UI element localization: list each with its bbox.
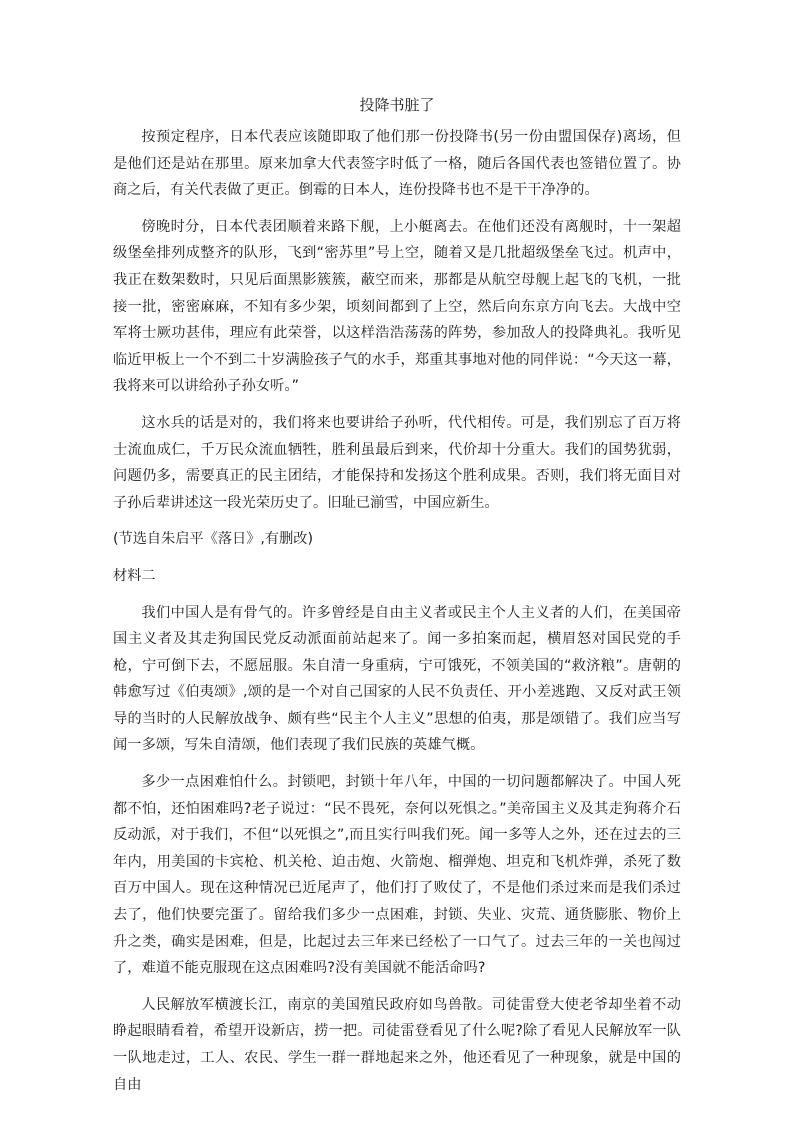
body-paragraph: 按预定程序，日本代表应该随即取了他们那一份投降书(另一份由盟国保存)离场，但是他们还是站在那里。原来加拿大代表签字时低了一格，随后各国代表也签错位置了。协商之后，有关代表做了更正。倒霉的日本人，连份投降书也不是干干净净的。 [113,129,681,199]
document-title: 投降书脏了 [359,96,435,114]
source-note: (节选自朱启平《落日》,有删改) [113,531,314,548]
document-page [113,92,681,1108]
body-paragraph: 我们中国人是有骨气的。许多曾经是自由主义者或民主个人主义者的人们，在美国帝国主义者及其走狗国民党反动派面前站起来了。闻一多拍案而起，横眉怒对国民党的手枪，宁可倒下去，不愿屈服。朱自清一身重病，宁可饿死，不领美国的“救济粮”。唐朝的韩愈写过《伯夷颂》,颂的是一个对自己国家的人民不负责任、开小差逃跑、又反对武王领导的当时的人民解放战争、颇有些“民主个人主义”思想的伯夷，那是颂错了。我们应当写闻一多颂，写朱自清颂，他们表现了我们民族的英雄气概。 [113,604,681,754]
body-paragraph: 傍晚时分，日本代表团顺着来路下舰，上小艇离去。在他们还没有离舰时，十一架超级堡垒排列成整齐的队形，飞到“密苏里”号上空，随着又是几批超级堡垒飞过。机声中，我正在数架数时，只见后面黑影簇簇，蔽空而来，那都是从航空母舰上起飞的飞机，一批接一批，密密麻麻，不知有多少架，顷刻间都到了上空，然后向东京方向飞去。大战中空军将士厥功甚伟，理应有此荣誉，以这样浩浩荡荡的阵势，参加敌人的投降典礼。我听见临近甲板上一个不到二十岁满脸孩子气的水手，郑重其事地对他的同伴说：“今天这一幕，我将来可以讲给孙子孙女听。” [113,218,681,395]
section-label: 材料二 [113,567,156,584]
body-paragraph: 人民解放军横渡长江，南京的美国殖民政府如鸟兽散。司徒雷登大使老爷却坐着不动睁起眼睛看着，希望开设新店，捞一把。司徒雷登看见了什么呢?除了看见人民解放军一队一队地走过，工人、农民、学生一群一群地起来之外，他还看见了一种现象，就是中国的自由 [113,996,681,1093]
body-paragraph: 多少一点困难怕什么。封锁吧，封锁十年八年，中国的一切问题都解决了。中国人死都不怕，还怕困难吗?老子说过：“民不畏死，奈何以死惧之。”美帝国主义及其走狗蒋介石反动派，对于我们，不但“以死惧之”,而且实行叫我们死。闻一多等人之外，还在过去的三年内，用美国的卡宾枪、机关枪、迫击炮、火箭炮、榴弹炮、坦克和飞机炸弹，杀死了数百万中国人。现在这种情况已近尾声了，他们打了败仗了，不是他们杀过来而是我们杀过去了，他们快要完蛋了。留给我们多少一点困难，封锁、失业、灾荒、通货膨胀、物价上升之类，确实是困难，但是，比起过去三年来已经松了一口气了。过去三年的一关也闯过了，难道不能克服现在这点困难吗?没有美国就不能活命吗? [113,774,681,977]
body-paragraph: 这水兵的话是对的，我们将来也要讲给子孙听，代代相传。可是，我们别忘了百万将士流血成仁，千万民众流血牺牲，胜利虽最后到来，代价却十分重大。我们的国势犹弱，问题仍多，需要真正的民主团结，才能保持和发扬这个胜利成果。否则，我们将无面目对子孙后辈讲述这一段光荣历史了。旧耻已湔雪，中国应新生。 [113,414,681,511]
